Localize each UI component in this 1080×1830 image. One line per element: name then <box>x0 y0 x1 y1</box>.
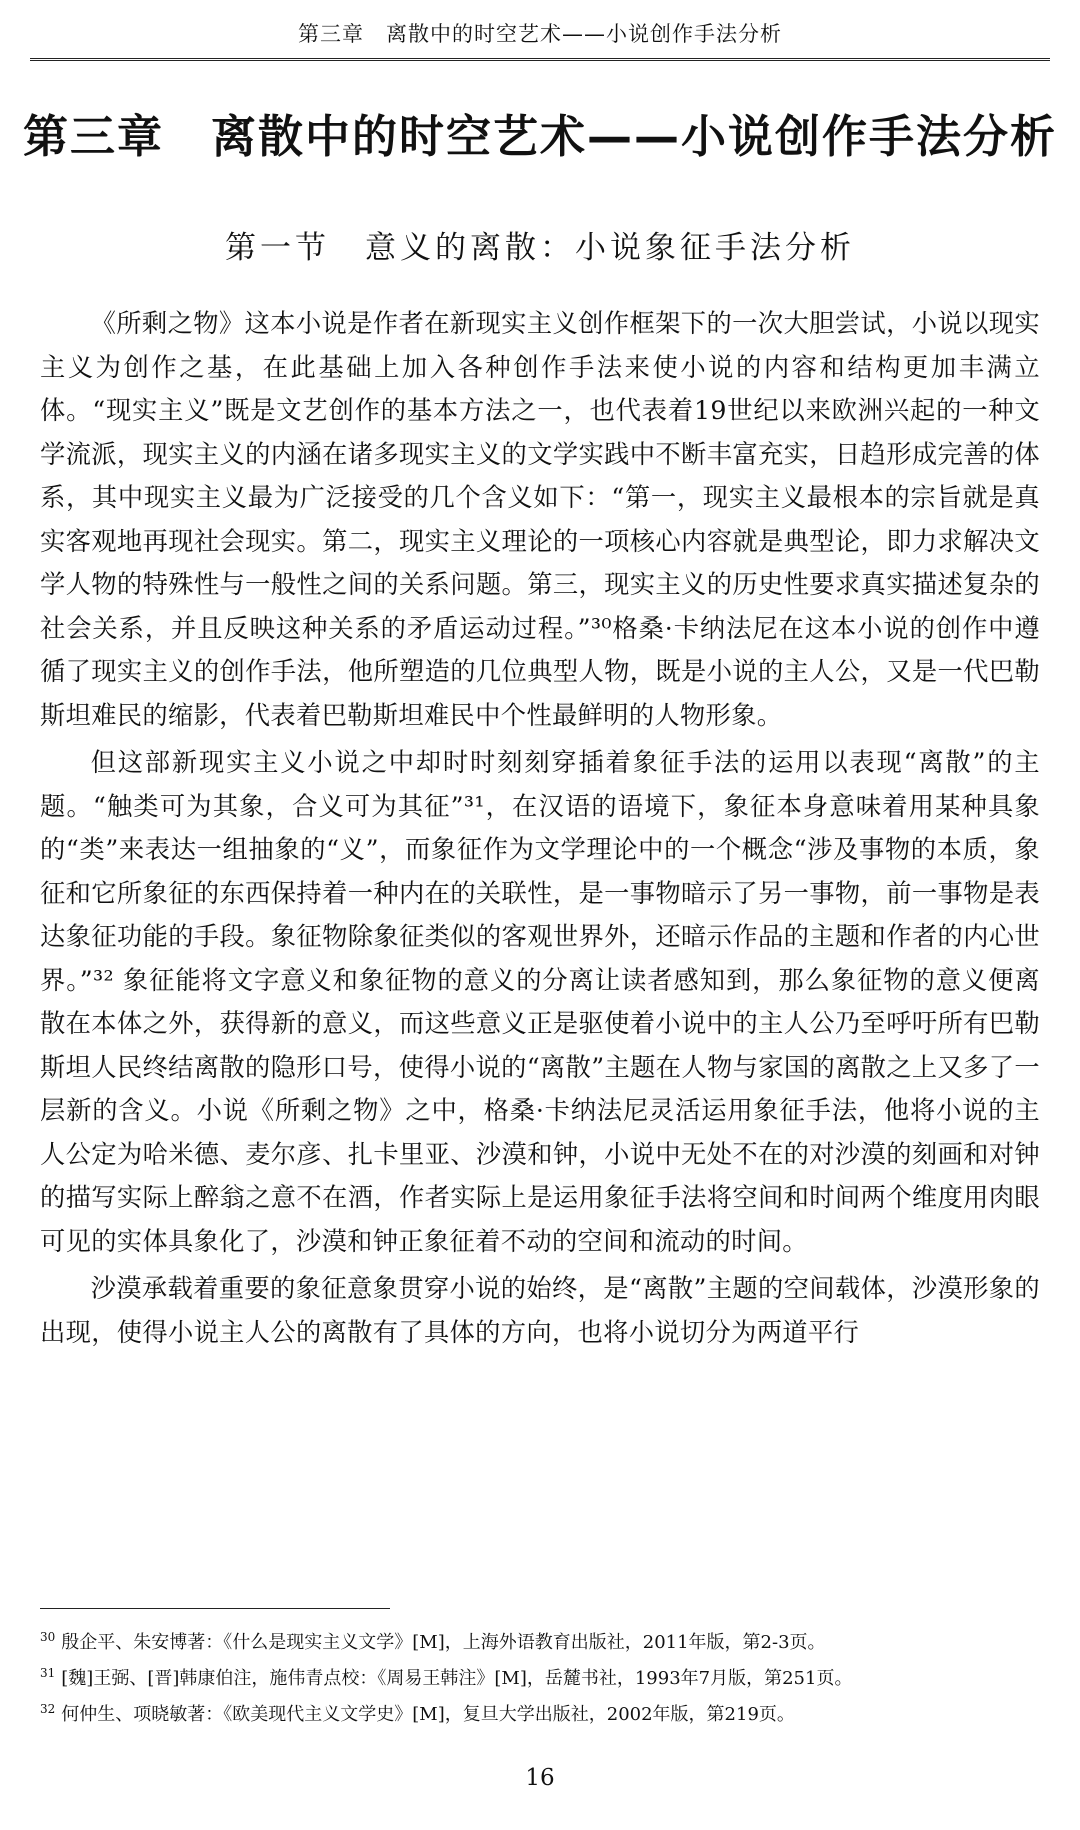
footnote-text: 何仲生、项晓敏著：《欧美现代主义文学史》[M]，复旦大学出版社，2002年版，第219页。 <box>61 1704 795 1725</box>
paragraph: 沙漠承载着重要的象征意象贯穿小说的始终，是“离散”主题的空间载体，沙漠形象的出现，使得小说主人公的离散有了具体的方向，也将小说切分为两道平行 <box>40 1274 1040 1347</box>
body-text <box>40 302 1040 1358</box>
running-header: 第三章 离散中的时空艺术——小说创作手法分析 <box>30 18 1050 61</box>
footnotes <box>40 1622 1040 1730</box>
paragraph: 《所剩之物》这本小说是作者在新现实主义创作框架下的一次大胆尝试，小说以现实主义为创作之基，在此基础上加入各种创作手法来使小说的内容和结构更加丰满立体。“现实主义”既是文艺创作的基本方法之一，也代表着19世纪以来欧洲兴起的一种文学流派，现实主义的内涵在诸多现实主义的文学实践中不断丰富充实，日趋形成完善的体系，其中现实主义最为广泛接受的几个含义如下：“第一，现实主义最根本的宗旨就是真实客观地再现社会现实。第二，现实主义理论的一项核心内容就是典型论，即力求解决文学人物的特殊性与一般性之间的关系问题。第三，现实主义的历史性要求真实描述复杂的社会关系，并且反映这种关系的矛盾运动过程。”³⁰格桑·卡纳法尼在这本小说的创作中遵循了现实主义的创作手法，他所塑造的几位典型人物，既是小说的主人公，又是一代巴勒斯坦难民的缩影，代表着巴勒斯坦难民中个性最鲜明的人物形象。 <box>40 309 1040 730</box>
footnote-number: 30 <box>40 1630 56 1644</box>
page-number: 16 <box>525 1765 555 1791</box>
footnote-text: [魏]王弼、[晋]韩康伯注，施伟青点校：《周易王韩注》[M]，岳麓书社，1993年7月版，第251页。 <box>61 1668 853 1689</box>
footnote-number: 32 <box>40 1702 56 1716</box>
footnote <box>40 1658 1040 1694</box>
footnote <box>40 1622 1040 1658</box>
paragraph: 但这部新现实主义小说之中却时时刻刻穿插着象征手法的运用以表现“离散”的主题。“触类可为其象，合义可为其征”³¹，在汉语的语境下，象征本身意味着用某种具象的“类”来表达一组抽象的“义”，而象征作为文学理论中的一个概念“涉及事物的本质，象征和它所象征的东西保持着一种内在的关联性，是一事物暗示了另一事物，前一事物是表达象征功能的手段。象征物除象征类似的客观世界外，还暗示作品的主题和作者的内心世界。”³² 象征能将文字意义和象征物的意义的分离让读者感知到，那么象征物的意义便离散在本体之外，获得新的意义，而这些意义正是驱使着小说中的主人公乃至呼吁所有巴勒斯坦人民终结离散的隐形口号，使得小说的“离散”主题在人物与家国的离散之上又多了一层新的含义。小说《所剩之物》之中，格桑·卡纳法尼灵活运用象征手法，他将小说的主人公定为哈米德、麦尔彦、扎卡里亚、沙漠和钟，小说中无处不在的对沙漠的刻画和对钟的描写实际上醉翁之意不在酒，作者实际上是运用象征手法将空间和时间两个维度用肉眼可见的实体具象化了，沙漠和钟正象征着不动的空间和流动的时间。 <box>40 748 1040 1256</box>
section-title: 第一节 意义的离散：小说象征手法分析 <box>225 230 855 266</box>
chapter-title: 第三章 离散中的时空艺术——小说创作手法分析 <box>22 110 1057 163</box>
footnote <box>40 1694 1040 1730</box>
footnote-separator <box>40 1608 390 1609</box>
footnote-text: 殷企平、朱安博著：《什么是现实主义文学》[M]，上海外语教育出版社，2011年版，第2-3页。 <box>61 1632 826 1653</box>
footnote-number: 31 <box>40 1666 56 1680</box>
